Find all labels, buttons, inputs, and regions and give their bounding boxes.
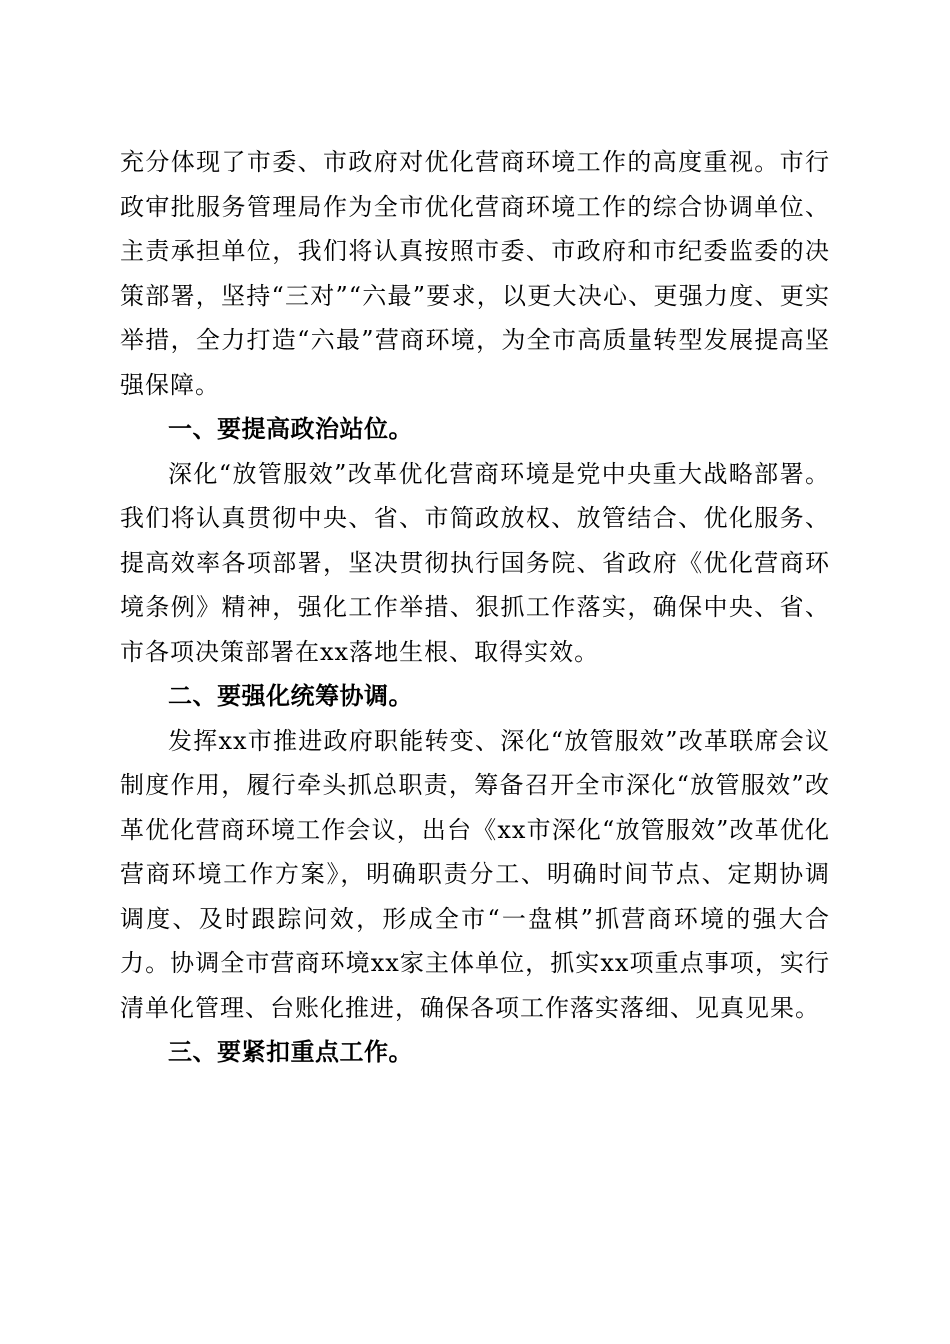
section-heading-2: 二、要强化统筹协调。 — [168, 682, 413, 710]
body-paragraph-2: 发挥xx市推进政府职能转变、深化“放管服效”改革联席会议制度作用，履行牵头抓总职责，筹备召开全市深化“放管服效”改革优化营商环境工作会议，出台《xx市深化“放管服效”改革优化营商环境工作方案》，明确职责分工、明确时间节点、定期协调调度、及时跟踪问效，形成全市“一盘棋”抓营商环境的强大合力。协调全市营商环境xx家主体单位，抓实xx项重点事项，实行清单化管理、台账化推进，确保各项工作落实落细、见真见果。 — [120, 726, 830, 1022]
body-paragraph-1: 深化“放管服效”改革优化营商环境是党中央重大战略部署。我们将认真贯彻中央、省、市简政放权、放管结合、优化服务、提高效率各项部署，坚决贯彻执行国务院、省政府《优化营商环境条例》精神，强化工作举措、狠抓工作落实，确保中央、省、市各项决策部署在xx落地生根、取得实效。 — [120, 459, 830, 666]
document-body — [120, 140, 830, 1075]
body-paragraph-continuation: 充分体现了市委、市政府对优化营商环境工作的高度重视。市行政审批服务管理局作为全市优化营商环境工作的综合协调单位、主责承担单位，我们将认真按照市委、市政府和市纪委监委的决策部署，坚持“三对”“六最”要求，以更大决心、更强力度、更实举措，全力打造“六最”营商环境，为全市高质量转型发展提高坚强保障。 — [120, 148, 830, 399]
section-heading-3: 三、要紧扣重点工作。 — [168, 1038, 413, 1066]
section-heading-1: 一、要提高政治站位。 — [168, 415, 413, 443]
